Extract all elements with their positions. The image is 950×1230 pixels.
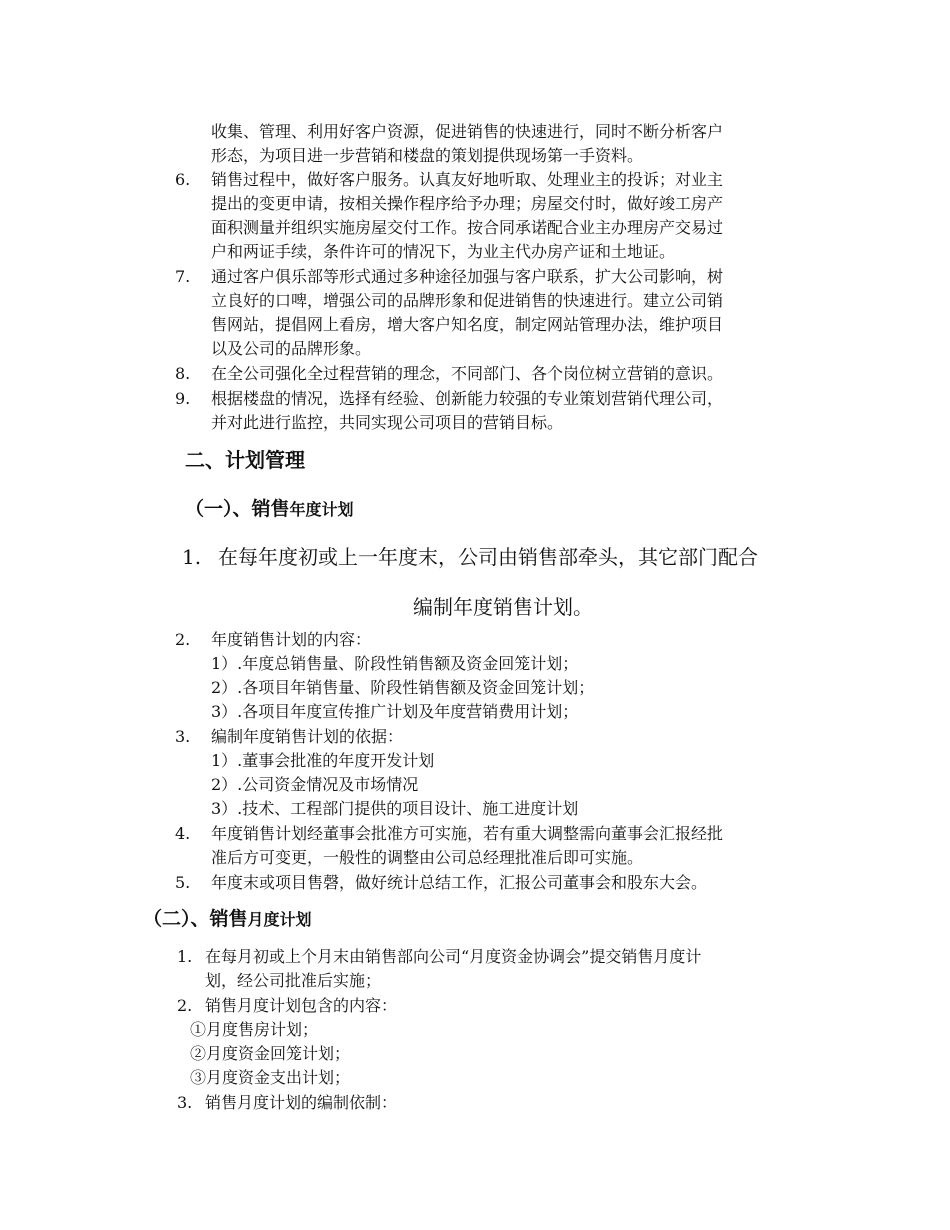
item5-cont-line-1: 收集、管理、利用好客户资源，促进销售的快速进行，同时不断分析客户 [211,122,724,141]
subsection2-title-main: （二）、销售 [143,908,248,930]
sub2-item1-line-1: 在每月初或上个月末由销售部向公司“月度资金协调会”提交销售月度计 [205,947,702,966]
sub1-item4-number: 4. [175,824,191,843]
subsection1-title-rest: 年度计划 [289,500,354,519]
item6-line-2: 提出的变更申请，按相关操作程序给予办理；房屋交付时，做好竣工房产 [211,194,724,213]
sub1-item4-line-2: 准后方可变更，一般性的调整由公司总经理批准后即可实施。 [211,848,644,867]
sub2-item2-sub-2: ②月度资金回笼计划； [190,1044,351,1063]
sub2-item1-number: 1. [177,947,193,966]
sub1-item3-sub-2: 2）.公司资金情况及市场情况 [211,775,419,794]
item6-line-4: 户和两证手续，条件许可的情况下，为业主代办房产证和土地证。 [211,242,676,261]
sub2-item1-line-2: 划，经公司批准后实施； [205,971,382,990]
sub1-item3-sub-1: 1）.董事会批准的年度开发计划 [211,751,435,770]
sub1-item2-sub-2: 2）.各项目年销售量、阶段性销售额及资金回笼计划； [211,678,595,697]
item7-number: 7. [175,267,191,286]
sub1-item5-number: 5. [175,873,191,892]
sub1-item2-sub-3: 3）.各项目年度宣传推广计划及年度营销费用计划； [211,702,579,721]
sub2-item2-number: 2. [177,996,193,1015]
sub1-item3-text: 编制年度销售计划的依据： [211,727,404,746]
item6-number: 6. [175,170,191,189]
subsection1-title [185,496,354,523]
item9-line-2: 并对此进行监控，共同实现公司项目的营销目标。 [211,413,564,432]
item8-line-1: 在全公司强化全过程营销的理念，不同部门、各个岗位树立营销的意识。 [211,364,724,383]
sub1-item4-line-1: 年度销售计划经董事会批准方可实施，若有重大调整需向董事会汇报经批 [211,824,724,843]
item7-line-2: 立良好的口啤，增强公司的品牌形象和促进销售的快速进行。建立公司销 [211,291,724,310]
item8-number: 8. [175,364,191,383]
item9-line-1: 根据楼盘的情况，选择有经验、创新能力较强的专业策划营销代理公司， [211,389,724,408]
sub1-item5-line-1: 年度末或项目售磬，做好统计总结工作，汇报公司董事会和股东大会。 [211,873,708,892]
sub2-item2-sub-3: ③月度资金支出计划； [190,1068,351,1087]
sub1-item2-number: 2. [175,630,191,649]
section-title: 二、计划管理 [185,448,305,472]
sub2-item3-text: 销售月度计划的编制依制： [205,1093,398,1112]
item7-line-4: 以及公司的品牌形象。 [211,339,372,358]
sub1-item2-text: 年度销售计划的内容： [211,630,372,649]
sub2-item2-sub-1: ①月度售房计划； [190,1020,319,1039]
subsection1-title-main: （一）、销售 [185,498,290,520]
sub1-item2-sub-1: 1）.年度总销售量、阶段性销售额及资金回笼计划； [211,654,579,673]
item6-line-1: 销售过程中，做好客户服务。认真友好地听取、处理业主的投诉；对业主 [211,170,724,189]
item9-number: 9. [175,389,191,408]
item6-line-3: 面积测量并组织实施房屋交付工作。按合同承诺配合业主办理房产交易过 [211,218,724,237]
subsection2-title-rest: 月度计划 [247,910,312,929]
sub1-item1-line-1: 在每年度初或上一年度末，公司由销售部牵头，其它部门配合 [218,545,758,569]
item5-cont-line-2: 形态，为项目进一步营销和楼盘的策划提供现场第一手资料。 [211,146,644,165]
item7-line-3: 售网站，提倡网上看房，增大客户知名度，制定网站管理办法，维护项目 [211,315,724,334]
sub2-item3-number: 3. [177,1093,193,1112]
item7-line-1: 通过客户俱乐部等形式通过多种途径加强与客户联系，扩大公司影响，树 [211,267,724,286]
sub1-item1-line-2: 编制年度销售计划。 [413,595,593,619]
sub1-item3-sub-3: 3）.技术、工程部门提供的项目设计、施工进度计划 [211,799,579,818]
sub2-item2-text: 销售月度计划包含的内容： [205,996,398,1015]
sub1-item3-number: 3. [175,727,191,746]
subsection2-title [143,906,312,933]
sub1-item1-number: 1. [182,545,202,569]
